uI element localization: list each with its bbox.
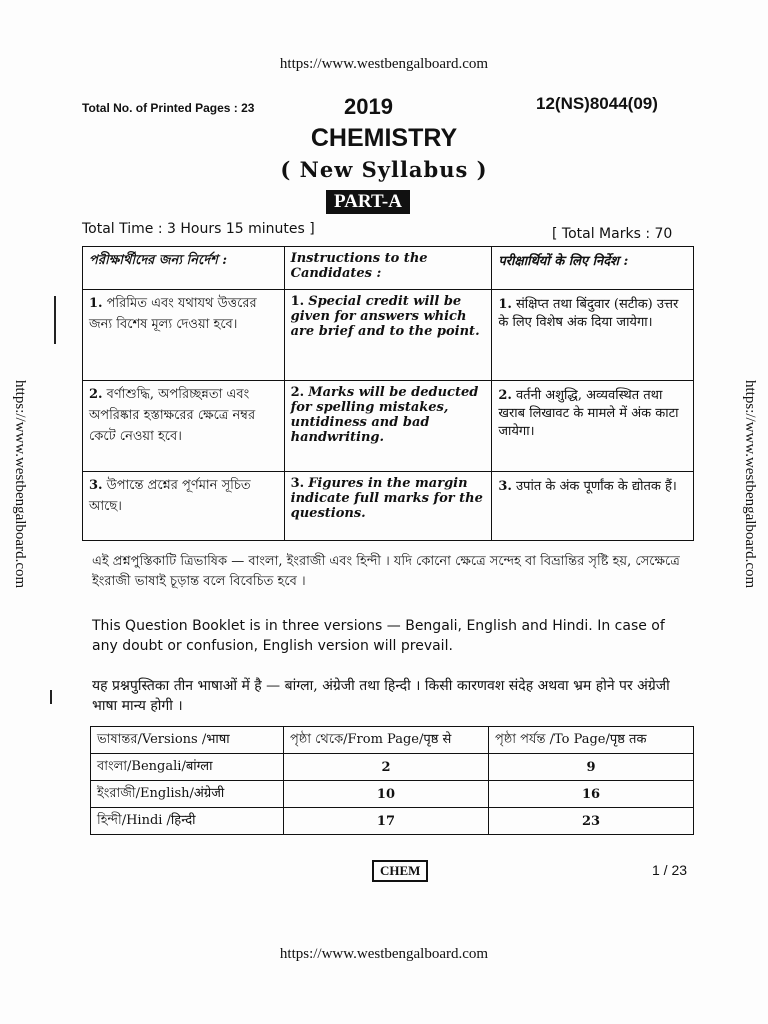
version-language: বাংলা/Bengali/बांग्ला: [91, 754, 284, 781]
note-hindi: यह प्रश्नपुस्तिका तीन भाषाओं में है — बांग्ला, अंग्रेजी तथा हिन्दी । किसी कारणवश संदेह अथवा भ्रम होने पर अंग्रेजी भाषा मान्य होगी ।: [92, 678, 670, 714]
version-from-page: 17: [283, 808, 488, 835]
page-number: 1 / 23: [652, 862, 688, 878]
version-language: ইংরাজী/English/अंग्रेजी: [91, 781, 284, 808]
version-to-page: 16: [488, 781, 693, 808]
instruction-hindi: 1. संक्षिप्त तथा बिंदुवार (सटीक) उत्तर के लिए विशेष अंक दिया जायेगा।: [492, 290, 694, 381]
instruction-english: 3. Figures in the margin indicate full marks for the questions.: [284, 472, 492, 541]
instruction-hindi: 2. वर्तनी अशुद्धि, अव्यवस्थित तथा खराब लिखावट के मामले में अंक काटा जायेगा।: [492, 381, 694, 472]
from-page-header: পৃষ্ঠা থেকে/From Page/पृष्ठ से: [283, 727, 488, 754]
version-row: [91, 754, 694, 781]
margin-mark: [50, 690, 52, 704]
version-row: [91, 781, 694, 808]
version-to-page: 9: [488, 754, 693, 781]
header-hindi: परीक्षार्थियों के लिए निर्देश :: [492, 247, 694, 290]
total-time: Total Time : 3 Hours 15 minutes ]: [82, 221, 315, 237]
printed-pages: Total No. of Printed Pages : 23: [82, 101, 255, 115]
syllabus-label: ( New Syllabus ): [280, 157, 488, 182]
instruction-hindi: 3. उपांत के अंक पूर्णांक के द्योतक हैं।: [492, 472, 694, 541]
total-marks: [ Total Marks : 70: [552, 226, 673, 242]
footer-subject-code: CHEM: [372, 860, 428, 882]
header-english: Instructions to the Candidates :: [284, 247, 492, 290]
instruction-row: [83, 472, 694, 541]
versions-header-row: [91, 727, 694, 754]
version-language: হিন্দী/Hindi /हिन्दी: [91, 808, 284, 835]
instruction-bengali: 3. উপান্তে প্রশ্নের পূর্ণমান সূচিত আছে।: [83, 472, 285, 541]
version-row: [91, 808, 694, 835]
instructions-header-row: [83, 247, 694, 290]
instruction-english: 1. Special credit will be given for answers which are brief and to the point.: [284, 290, 492, 381]
header-url: https://www.westbengalboard.com: [279, 56, 489, 72]
instruction-row: [83, 290, 694, 381]
margin-mark: [54, 296, 56, 344]
subject-title: CHEMISTRY: [310, 124, 458, 152]
part-label: PART-A: [326, 190, 410, 214]
footer-url: https://www.westbengalboard.com: [279, 946, 489, 962]
version-from-page: 2: [283, 754, 488, 781]
versions-header: ভাষান্তর/Versions /भाषा: [91, 727, 284, 754]
paper-code: 12(NS)8044(09): [536, 94, 658, 113]
right-margin-url: https://www.westbengalboard.com: [742, 380, 758, 589]
version-from-page: 10: [283, 781, 488, 808]
instruction-row: [83, 381, 694, 472]
instruction-bengali: 2. বর্ণাশুদ্ধি, অপরিচ্ছন্নতা এবং অপরিষ্কার হস্তাক্ষরের ক্ষেত্রে নম্বর কেটে নেওয়া হবে।: [83, 381, 285, 472]
header-bengali: পরীক্ষার্থীদের জন্য নির্দেশ :: [83, 247, 285, 290]
exam-year: 2019: [344, 94, 393, 119]
instructions-table: [82, 246, 694, 541]
note-english: This Question Booklet is in three versions — Bengali, English and Hindi. In case of any doubt or confusion, English version will prevail.: [92, 618, 665, 654]
version-to-page: 23: [488, 808, 693, 835]
to-page-header: পৃষ্ঠা পর্যন্ত /To Page/पृष्ठ तक: [488, 727, 693, 754]
note-bengali: এই প্রশ্নপুস্তিকাটি ত্রিভাষিক — বাংলা, ইংরাজী এবং হিন্দী । যদি কোনো ক্ষেত্রে সন্দেহ বা বিভ্রান্তির সৃষ্টি হয়, সেক্ষেত্রে ইংরাজী ভাষাই চূড়ান্ত বলে বিবেচিত হবে ।: [92, 554, 680, 589]
versions-table: [90, 726, 694, 835]
left-margin-url: https://www.westbengalboard.com: [12, 380, 28, 589]
instruction-english: 2. Marks will be deducted for spelling mistakes, untidiness and bad handwriting.: [284, 381, 492, 472]
instruction-bengali: 1. পরিমিত এবং যথাযথ উত্তরের জন্য বিশেষ মূল্য দেওয়া হবে।: [83, 290, 285, 381]
